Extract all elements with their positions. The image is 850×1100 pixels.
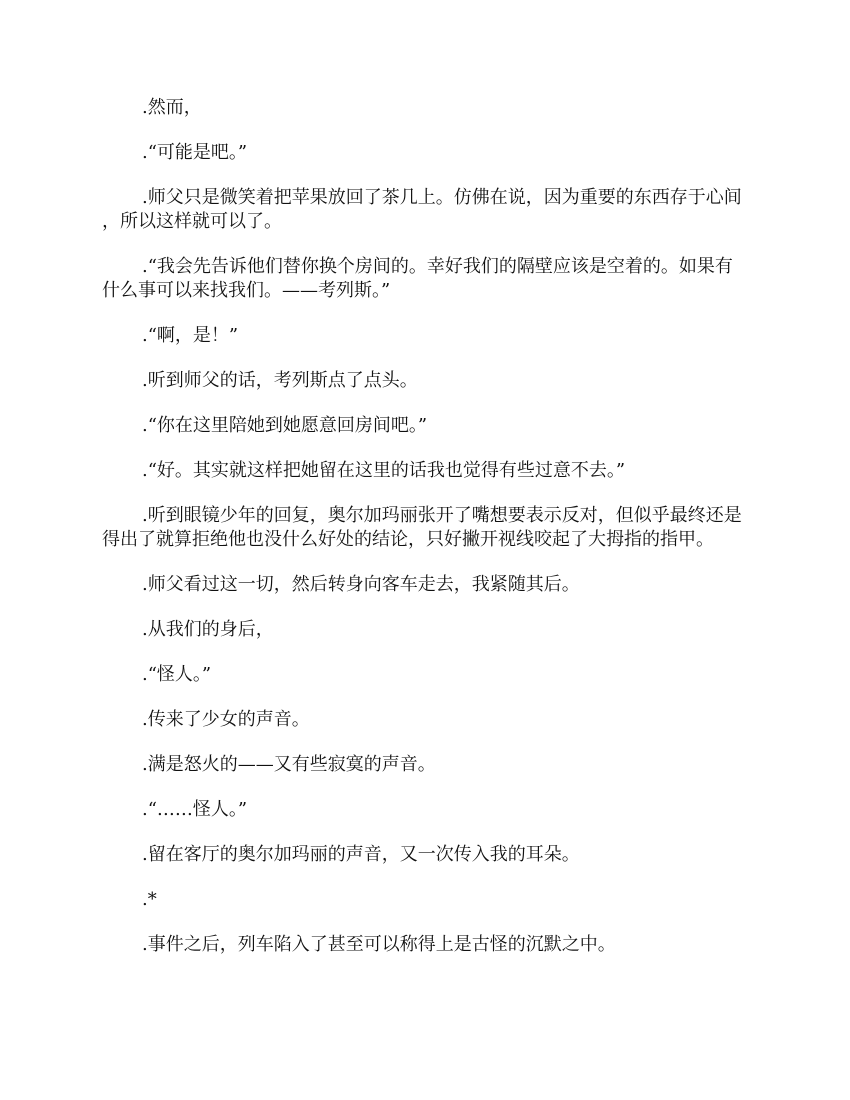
paragraph: .“怪人。” (142, 664, 212, 685)
paragraph: .从我们的身后， (142, 619, 274, 640)
paragraph: .听到师父的话，考列斯点了点头。 (142, 370, 418, 391)
document-body (102, 96, 748, 978)
paragraph: .“……怪人。” (142, 799, 248, 820)
paragraph: .然而， (142, 97, 202, 118)
paragraph: .“你在这里陪她到她愿意回房间吧。” (142, 415, 428, 436)
paragraph: .* (142, 889, 157, 910)
paragraph: .师父只是微笑着把苹果放回了茶几上。仿佛在说，因为重要的东西存于心间，所以这样就可以了。 (102, 187, 742, 232)
paragraph: .满是怒火的——又有些寂寞的声音。 (142, 754, 436, 775)
paragraph: .传来了少女的声音。 (142, 709, 310, 730)
paragraph: .留在客厅的奥尔加玛丽的声音，又一次传入我的耳朵。 (142, 844, 580, 865)
paragraph: .“我会先告诉他们替你换个房间的。幸好我们的隔壁应该是空着的。如果有什么事可以来找我们。——考列斯。” (102, 256, 733, 301)
paragraph: .“可能是吧。” (142, 142, 248, 163)
paragraph: .听到眼镜少年的回复，奥尔加玛丽张开了嘴想要表示反对，但似乎最终还是得出了就算拒绝他也没什么好处的结论，只好撇开视线咬起了大拇指的指甲。 (102, 505, 742, 550)
paragraph: .事件之后，列车陷入了甚至可以称得上是古怪的沉默之中。 (142, 934, 616, 955)
paragraph: .师父看过这一切，然后转身向客车走去，我紧随其后。 (142, 574, 580, 595)
paragraph: .“啊，是！” (142, 325, 239, 346)
paragraph: .“好。其实就这样把她留在这里的话我也觉得有些过意不去。” (142, 460, 626, 481)
